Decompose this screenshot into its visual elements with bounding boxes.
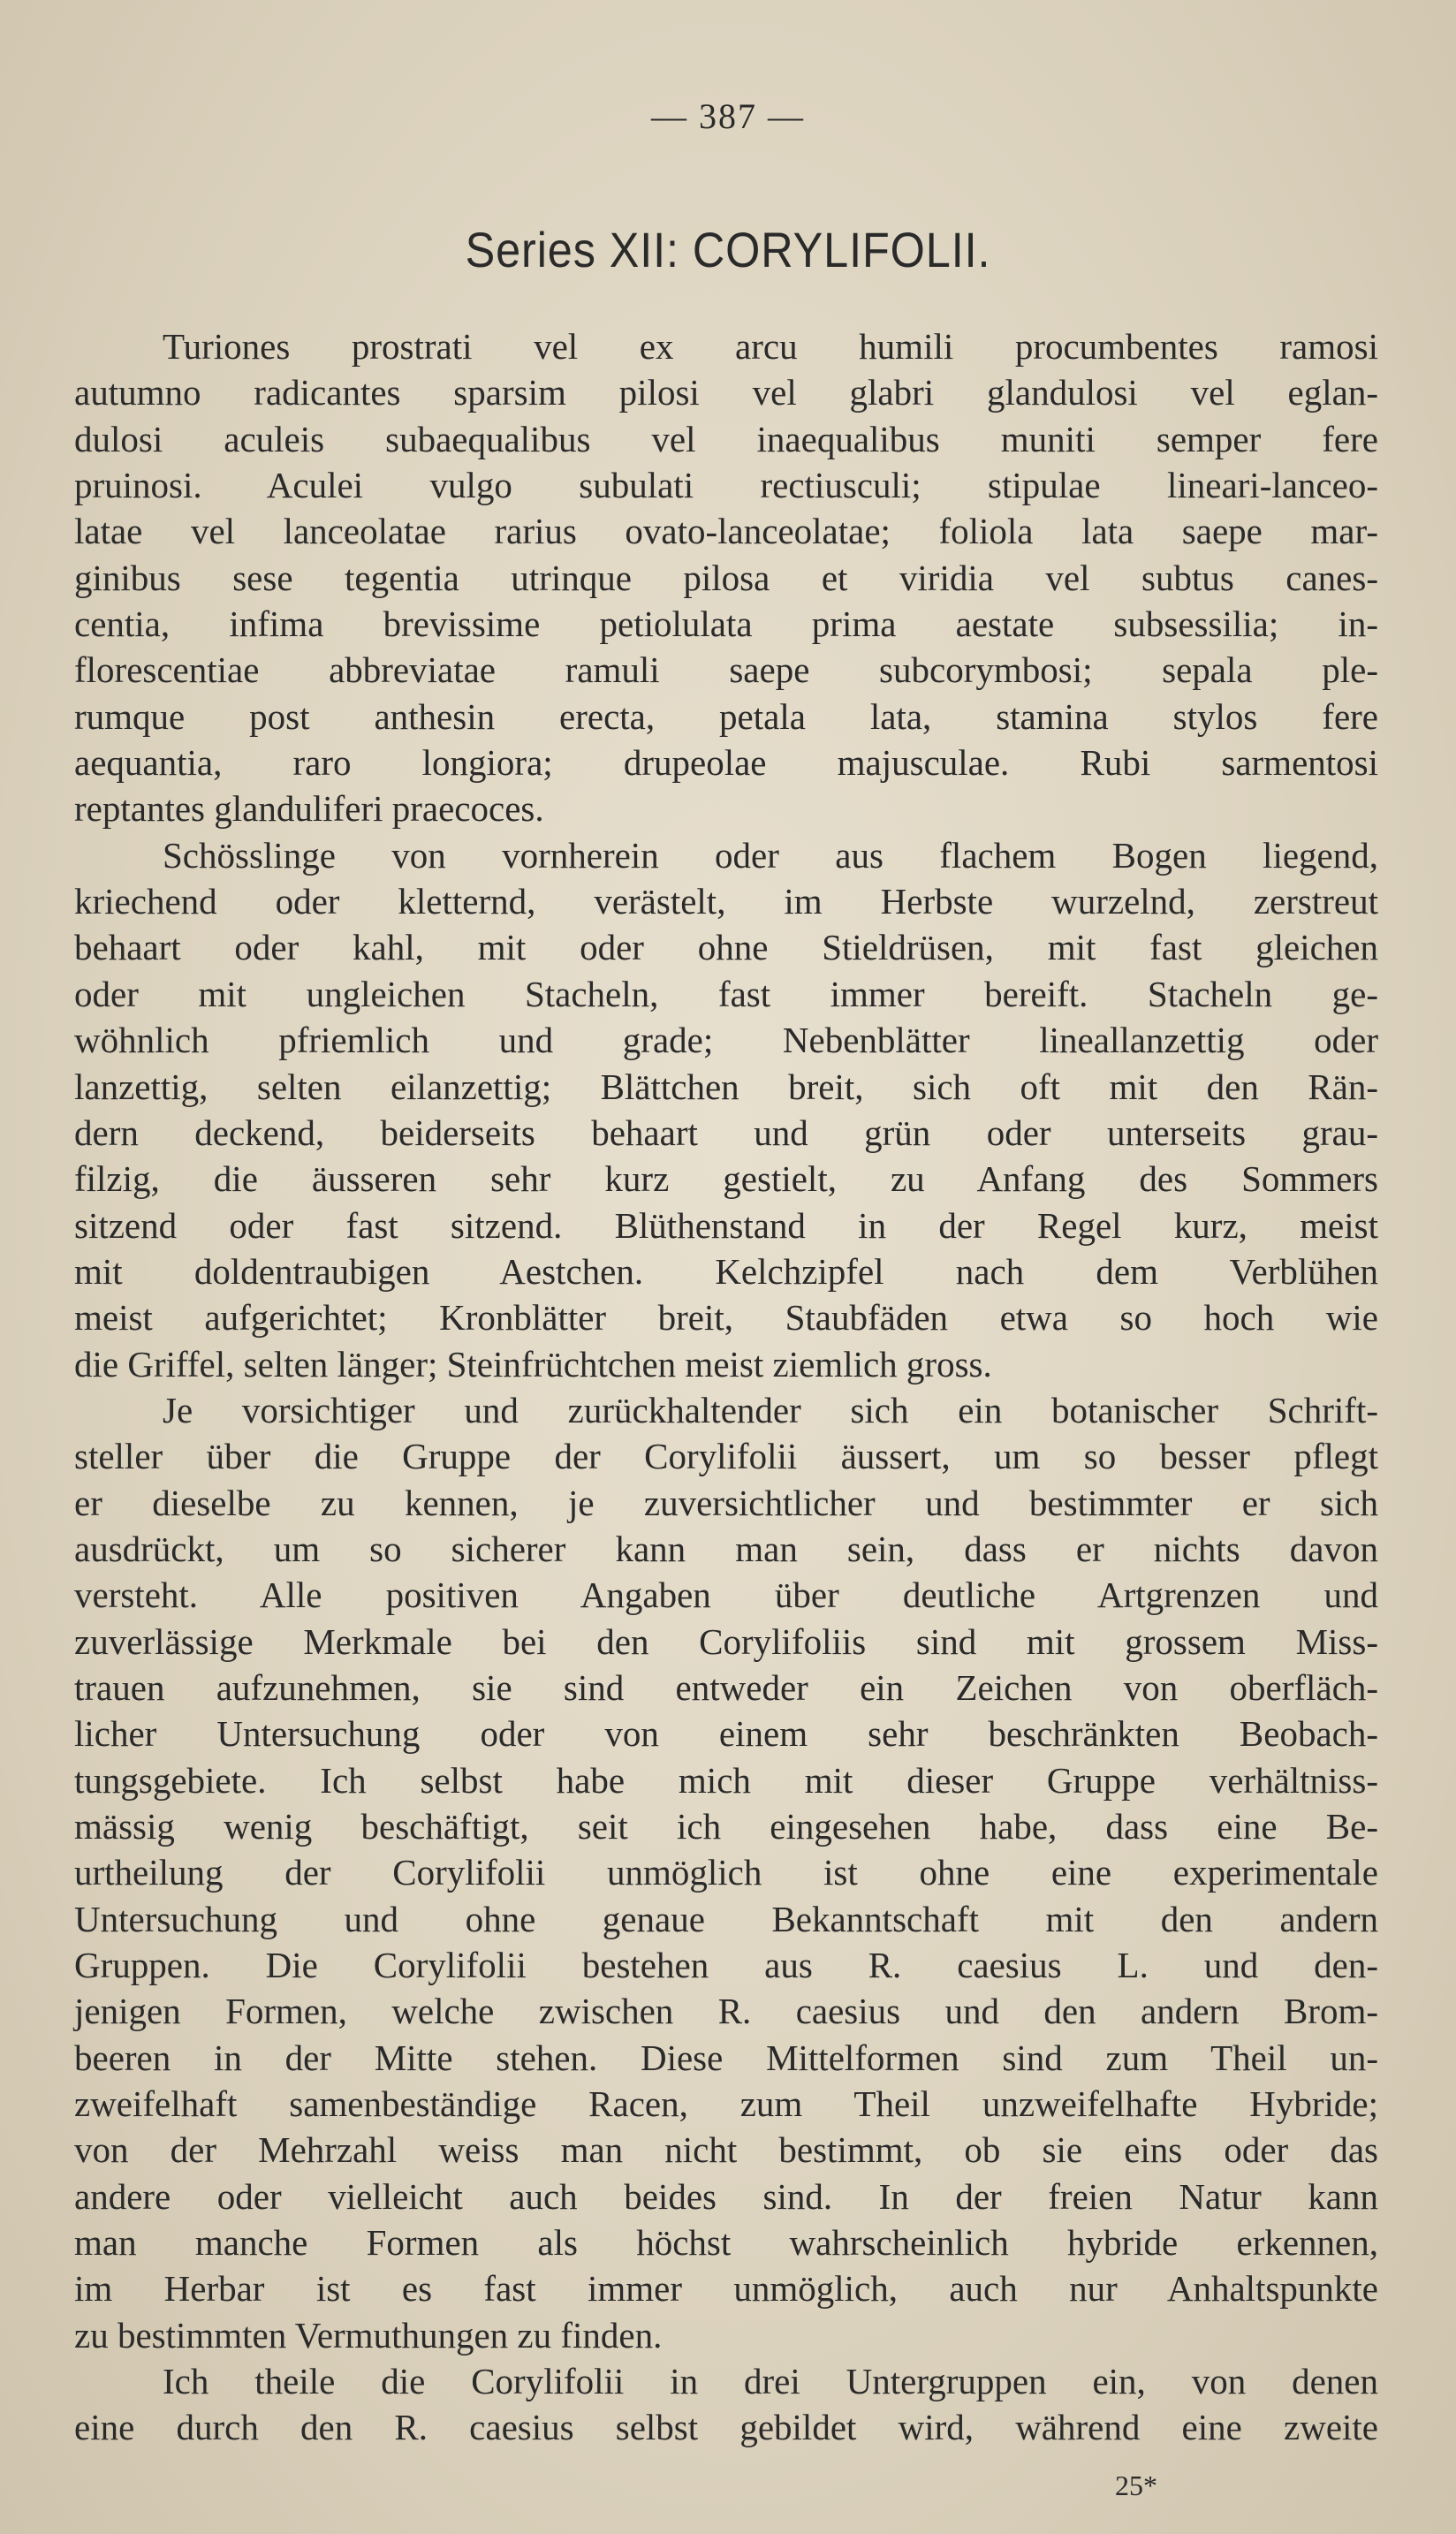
body-text [74, 323, 1378, 2451]
text-line: Schösslinge von vornherein oder aus flachem Bogen liegend, [163, 834, 1378, 876]
text-line: meist aufgerichtet; Kronblätter breit, Staubfäden etwa so hoch wie [74, 1297, 1378, 1339]
text-line: im Herbar ist es fast immer unmöglich, auch nur Anhaltspunkte [74, 2268, 1378, 2310]
text-line: eine durch den R. caesius selbst gebildet wird, während eine zweite [74, 2407, 1378, 2448]
text-line: florescentiae abbreviatae ramuli saepe subcorymbosi; sepala ple- [74, 649, 1378, 691]
text-line: versteht. Alle positiven Angaben über deutliche Artgrenzen und [74, 1574, 1378, 1616]
text-line: reptantes glanduliferi praecoces. [74, 788, 544, 830]
text-line: die Griffel, selten länger; Steinfrüchtchen meist ziemlich gross. [74, 1343, 992, 1385]
text-line: behaart oder kahl, mit oder ohne Stieldrüsen, mit fast gleichen [74, 927, 1378, 968]
text-line: trauen aufzunehmen, sie sind entweder ein Zeichen von oberfläch- [74, 1666, 1378, 1708]
text-line: filzig, die äusseren sehr kurz gestielt, zu Anfang des Sommers [74, 1158, 1378, 1200]
text-line: er dieselbe zu kennen, je zuversichtlicher und bestimmter er sich [74, 1482, 1378, 1523]
text-line: Turiones prostrati vel ex arcu humili procumbentes ramosi [163, 326, 1378, 367]
text-line: beeren in der Mitte stehen. Diese Mittelformen sind zum Theil un- [74, 2037, 1378, 2078]
text-line: autumno radicantes sparsim pilosi vel glabri glandulosi vel eglan- [74, 372, 1378, 413]
text-line: centia, infima brevissime petiolulata prima aestate subsessilia; in- [74, 603, 1378, 645]
text-line: Untersuchung und ohne genaue Bekanntschaft mit den andern [74, 1898, 1378, 1939]
text-line: dulosi aculeis subaequalibus vel inaequalibus muniti semper fere [74, 418, 1378, 459]
text-line: urtheilung der Corylifolii unmöglich ist ohne eine experimentale [74, 1852, 1378, 1893]
text-line: Ich theile die Corylifolii in drei Untergruppen ein, von denen [163, 2361, 1378, 2402]
text-line: sitzend oder fast sitzend. Blüthenstand in der Regel kurz, meist [74, 1204, 1378, 1246]
text-line: rumque post anthesin erecta, petala lata, stamina stylos fere [74, 695, 1378, 737]
text-line: ausdrückt, um so sicherer kann man sein, dass er nichts davon [74, 1528, 1378, 1569]
text-line: andere oder vielleicht auch beides sind. In der freien Natur kann [74, 2175, 1378, 2217]
text-line: zu bestimmten Vermuthungen zu finden. [74, 2314, 663, 2356]
signature-mark: 25* [1115, 2470, 1157, 2501]
text-line: licher Untersuchung oder von einem sehr beschränkten Beobach- [74, 1713, 1378, 1755]
text-line: zuverlässige Merkmale bei den Corylifoliis sind mit grossem Miss- [74, 1620, 1378, 1662]
series-title: Series XII: CORYLIFOLII. [465, 222, 991, 277]
text-line: mit doldentraubigen Aestchen. Kelchzipfel nach dem Verblühen [74, 1250, 1378, 1292]
page-number-header: — 387 — [651, 96, 805, 136]
text-line: latae vel lanceolatae rarius ovato-lanceolatae; foliola lata saepe mar- [74, 511, 1378, 552]
text-line: Je vorsichtiger und zurückhaltender sich ein botanischer Schrift- [163, 1389, 1378, 1430]
text-line: zweifelhaft samenbeständige Racen, zum Theil unzweifelhafte Hybride; [74, 2083, 1378, 2125]
text-line: von der Mehrzahl weiss man nicht bestimmt, ob sie eins oder das [74, 2129, 1378, 2171]
text-line: pruinosi. Aculei vulgo subulati rectiusculi; stipulae lineari-lanceo- [74, 465, 1378, 506]
text-line: jenigen Formen, welche zwischen R. caesius und den andern Brom- [74, 1991, 1378, 2032]
text-line: wöhnlich pfriemlich und grade; Nebenblätter lineallanzettig oder [74, 1020, 1378, 1061]
text-line: oder mit ungleichen Stacheln, fast immer bereift. Stacheln ge- [74, 973, 1378, 1014]
text-line: aequantia, raro longiora; drupeolae majusculae. Rubi sarmentosi [74, 742, 1378, 784]
text-line: Gruppen. Die Corylifolii bestehen aus R. caesius L. und den- [74, 1945, 1378, 1986]
text-line: ginibus sese tegentia utrinque pilosa et viridia vel subtus canes- [74, 557, 1378, 598]
text-line: dern deckend, beiderseits behaart und grün oder unterseits grau- [74, 1111, 1378, 1153]
text-line: man manche Formen als höchst wahrscheinlich hybride erkennen, [74, 2222, 1378, 2264]
text-line: lanzettig, selten eilanzettig; Blättchen breit, sich oft mit den Rän- [74, 1066, 1378, 1107]
text-line: mässig wenig beschäftigt, seit ich eingesehen habe, dass eine Be- [74, 1806, 1378, 1847]
text-line: kriechend oder kletternd, verästelt, im Herbste wurzelnd, zerstreut [74, 881, 1378, 922]
text-line: tungsgebiete. Ich selbst habe mich mit dieser Gruppe verhältniss- [74, 1759, 1378, 1801]
text-line: steller über die Gruppe der Corylifolii äussert, um so besser pflegt [74, 1436, 1378, 1477]
